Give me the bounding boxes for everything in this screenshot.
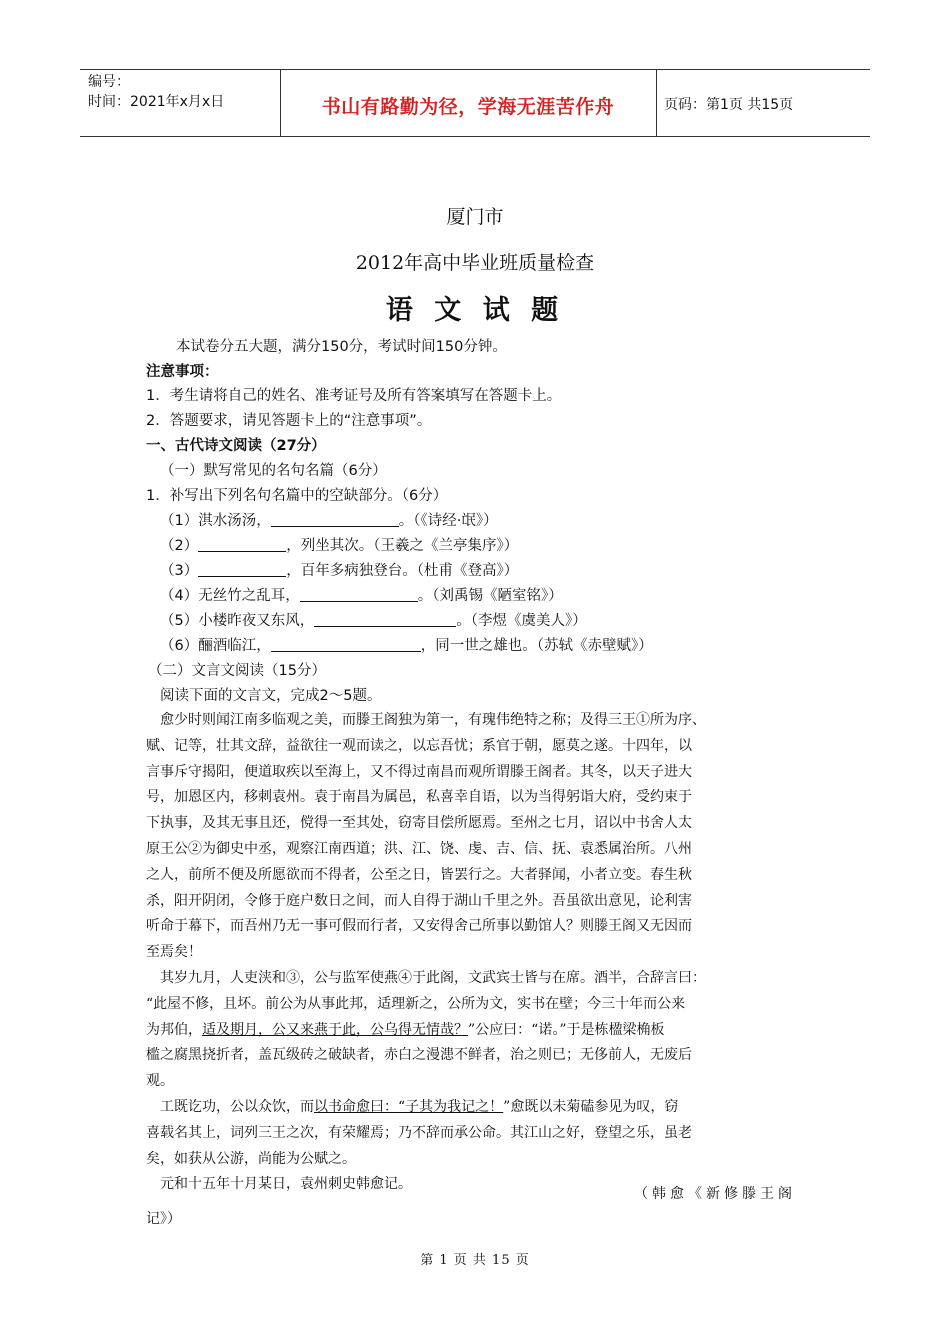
reading-instruction: 阅读下面的文言文，完成2～5题。 — [160, 688, 382, 704]
passage-line: 为邦伯，适及期月，公又来燕于此，公乌得无情哉？”公应曰：“诺。”于是栋楹梁桷板 — [146, 1021, 665, 1038]
passage-line: 号，加恩区内，移刺袁州。袁于南昌为属邑，私喜幸自语，以为当得躬诣大府，受约束于 — [146, 789, 692, 806]
header-top-rule — [80, 69, 870, 70]
doc-number-label: 编号： — [88, 74, 130, 90]
passage-line: 杀，阳开阴闭，令修于庭户数日之间，而人自得于湖山千里之外。吾虽欲出意见，论利害 — [146, 892, 692, 909]
header-divider-left — [280, 70, 281, 136]
answer-blank[interactable] — [300, 587, 418, 602]
answer-blank[interactable] — [271, 637, 421, 652]
passage-source-b: 记》） — [146, 1211, 181, 1227]
notice-heading: 注意事项： — [146, 364, 219, 380]
passage-line: 观。 — [146, 1073, 174, 1090]
passage-line: 元和十五年十月某日，袁州刺史韩愈记。 — [160, 1176, 412, 1192]
fill-item-2: （2） ，列坐其次。（王羲之《兰亭集序》） — [160, 538, 519, 554]
header-page-label: 页码：第1页 共15页 — [664, 97, 794, 113]
notice-item-2: 2．答题要求，请见答题卡上的“注意事项”。 — [146, 413, 432, 429]
passage-line: 下执事，及其无事且还，傥得一至其处，窃寄目偿所愿焉。至州之七月，诏以中书舍人太 — [146, 815, 692, 832]
doc-date-label: 时间：2021年x月x日 — [88, 94, 225, 110]
passage-line: 之人，前所不便及所愿欲而不得者，公至之日，皆罢行之。大者驿闻，小者立变。春生秋 — [146, 866, 692, 883]
passage-source-a: （韩愈《新修滕王阁 — [634, 1186, 796, 1202]
passage-line: 其岁九月，人吏浃和③，公与监军使燕④于此阁，文武宾士皆与在席。酒半，合辞言曰： — [160, 970, 706, 986]
answer-blank[interactable] — [198, 537, 286, 552]
underlined-phrase: 以书命愈曰：“子其为我记之！ — [314, 1099, 504, 1115]
notice-item-1: 1．考生请将自己的姓名、准考证号及所有答案填写在答题卡上。 — [146, 388, 562, 404]
passage-line: 原王公②为御史中丞，观察江南西道；洪、江、饶、虔、吉、信、抚、袁悉属治所。八州 — [146, 840, 692, 857]
passage-paragraph-3 — [146, 1095, 806, 1172]
passage-line: “此屋不修，且坏。前公为从事此邦，适理新之，公所为文，实书在壁；今三十年而公来 — [146, 995, 686, 1012]
title-exam: 2012年高中毕业班质量检查 — [355, 252, 595, 274]
header-meta — [88, 72, 224, 112]
answer-blank[interactable] — [314, 612, 456, 627]
section1-sub2: （二）文言文阅读（15分） — [148, 663, 326, 679]
fill-item-5: （5）小楼昨夜又东风， 。（李煜《虞美人》） — [160, 613, 587, 629]
answer-blank[interactable] — [271, 512, 399, 527]
fill-item-4: （4）无丝竹之乱耳， 。（刘禹锡《陋室铭》） — [160, 588, 563, 604]
header-bottom-rule — [80, 136, 870, 137]
fill-item-1: （1）淇水汤汤， 。（《诗经·氓》） — [160, 513, 498, 529]
passage-paragraph-1 — [146, 708, 806, 966]
passage-line: 言事斥守揭阳，便道取疾以至海上，又不得过南昌而观所谓滕王阁者。其冬，以天子进大 — [146, 763, 692, 780]
fill-item-3: （3） ，百年多病独登台。（杜甫《登高》） — [160, 563, 519, 579]
section1-heading: 一、古代诗文阅读（27分） — [146, 438, 326, 454]
title-subject: 语 文 试 题 — [385, 295, 565, 326]
header-divider-right — [656, 70, 657, 136]
intro-text: 本试卷分五大题，满分150分，考试时间150分钟。 — [176, 339, 507, 355]
section1-sub1: （一）默写常见的名句名篇（6分） — [160, 463, 387, 479]
passage-line: 愈少时则闻江南多临观之美，而滕王阁独为第一，有瑰伟绝特之称；及得三王①所为序、 — [160, 712, 706, 728]
passage-line: 矣，如获从公游，尚能为公赋之。 — [146, 1150, 356, 1167]
fill-item-6: （6）酾酒临江， ，同一世之雄也。（苏轼《赤壁赋》） — [160, 638, 653, 654]
passage-line: 赋、记等，壮其文辞，益欲往一观而读之，以忘吾忧；系官于朝，愿莫之遂。十四年，以 — [146, 737, 692, 754]
passage-line: 工既讫功，公以众饮，而以书命愈曰：“子其为我记之！”愈既以未菊磕参见为叹，窃 — [160, 1099, 679, 1115]
passage-paragraph-2 — [146, 966, 806, 1095]
passage-line: 听命于幕下，而吾州乃无一事可假而行者，又安得舍己所事以勤馆人？则滕王阁又无因而 — [146, 918, 692, 935]
answer-blank[interactable] — [198, 562, 286, 577]
title-city: 厦门市 — [446, 206, 504, 228]
underlined-phrase: 适及期月，公又来燕于此，公乌得无情哉？ — [202, 1021, 468, 1038]
passage-line: 至焉矣！ — [146, 944, 202, 961]
header-motto: 书山有路勤为径，学海无涯苦作舟 — [321, 96, 615, 118]
page-footer: 第 1 页 共 15 页 — [420, 1253, 530, 1268]
passage-line: 槛之腐黑挠折者，盖瓦级砖之破缺者，赤白之漫漶不鲜者，治之则已；无侈前人，无废后 — [146, 1047, 692, 1064]
passage-line: 喜载名其上，词列三王之次，有荣耀焉；乃不辞而承公命。其江山之好，登望之乐，虽老 — [146, 1124, 692, 1141]
question-1: 1．补写出下列名句名篇中的空缺部分。（6分） — [146, 488, 448, 504]
